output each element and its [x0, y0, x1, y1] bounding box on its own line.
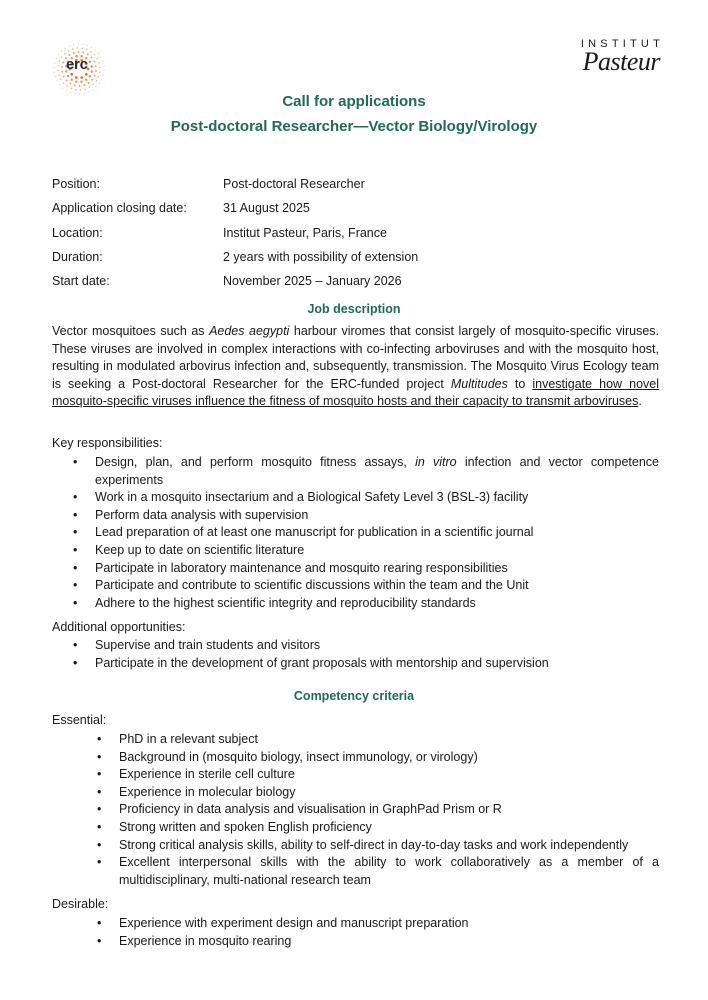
- erc-logo-dot: [63, 76, 65, 78]
- erc-logo-dot: [85, 73, 88, 76]
- erc-logo-dot: [103, 65, 104, 66]
- info-key: Start date:: [52, 274, 110, 289]
- essential-label: Essential:: [52, 713, 107, 727]
- erc-logo-dot: [82, 44, 83, 45]
- erc-logo-dot: [71, 88, 73, 90]
- erc-logo-dot: [75, 76, 78, 79]
- erc-logo-dot: [95, 65, 97, 67]
- list-item: • Lead preparation of at least one manuscript for publication in a scientific journal: [95, 524, 659, 542]
- pasteur-logo-top: INSTITUT: [580, 38, 664, 50]
- info-key: Duration:: [52, 250, 103, 265]
- erc-logo-dot: [99, 67, 101, 69]
- erc-logo-dot: [60, 79, 62, 81]
- erc-logo-dot: [78, 85, 80, 87]
- erc-logo-dot: [56, 58, 57, 59]
- erc-logo-dot: [78, 43, 79, 44]
- list-item: • Participate in laboratory maintenance and mosquito rearing responsibilities: [95, 560, 659, 578]
- erc-logo-dot: [83, 84, 85, 86]
- erc-logo-dot: [91, 65, 93, 67]
- erc-logo-dot: [89, 86, 91, 88]
- erc-logo-dot: [69, 83, 71, 85]
- list-item: • Strong critical analysis skills, ability to self-direct in day-to-day tasks and work independently: [119, 837, 659, 855]
- erc-logo-dot: [61, 66, 63, 68]
- erc-logo-dot: [91, 79, 93, 81]
- erc-logo-dot: [68, 50, 70, 52]
- erc-logo-dot: [91, 47, 92, 48]
- erc-logo-dot: [54, 71, 55, 72]
- erc-logo-dot: [69, 45, 70, 46]
- erc-logo-dot: [85, 79, 87, 81]
- job-description-title: Job description: [307, 302, 401, 316]
- erc-logo-dot: [75, 89, 77, 91]
- list-item: • Experience with experiment design and manuscript preparation: [119, 915, 659, 933]
- text-run: Vector mosquitoes such as: [52, 324, 210, 338]
- erc-logo-dot: [63, 82, 65, 84]
- erc-logo-dot: [57, 70, 59, 72]
- list-item: • Participate in the development of grant proposals with mentorship and supervision: [95, 655, 659, 673]
- erc-logo-dot: [80, 76, 83, 79]
- erc-logo-dot: [73, 44, 74, 45]
- list-item: • PhD in a relevant subject: [119, 731, 659, 749]
- list-item: • Experience in mosquito rearing: [119, 933, 659, 951]
- essential-list: [119, 731, 659, 889]
- text-run: harbour viromes that consist largely of mosquito-specific viruses. These viruses are involved in complex interactions with co-infecting arboviruses and with the mosquito host, resulting in modulated arbovirus infection and, subsequently, transmission. The Mosquito Virus Ecology team is seeking a Post-doctoral Researcher for the ERC-funded project: [52, 324, 659, 391]
- info-row: [52, 172, 418, 196]
- erc-logo-dot: [91, 57, 93, 59]
- list-item: • Strong written and spoken English proficiency: [119, 819, 659, 837]
- info-value: 31 August 2025: [223, 201, 310, 216]
- erc-logo-dot: [103, 74, 104, 75]
- position-info-table: [52, 172, 418, 293]
- erc-logo-dot: [67, 75, 69, 77]
- page-title: Call for applications: [282, 93, 426, 110]
- desirable-list: [119, 915, 659, 950]
- institut-pasteur-logo: [560, 38, 664, 76]
- list-item: • Participate and contribute to scientific discussions within the team and the Unit: [95, 577, 659, 595]
- erc-logo-dot: [87, 45, 88, 46]
- erc-logo-dot: [89, 61, 91, 63]
- list-item: • Perform data analysis with supervision: [95, 507, 659, 525]
- erc-logo-dot: [93, 61, 95, 63]
- info-value: November 2025 – January 2026: [223, 274, 402, 289]
- list-item: [95, 454, 659, 489]
- responsibilities-label: Key responsibilities:: [52, 436, 163, 450]
- info-value: Institut Pasteur, Paris, France: [223, 225, 387, 240]
- text-run: .: [638, 394, 642, 408]
- pasteur-logo-name: Pasteur: [582, 47, 660, 76]
- erc-logo-dot: [53, 67, 54, 68]
- erc-logo-dot: [103, 70, 104, 71]
- erc-logo-dot: [102, 61, 103, 62]
- erc-logo-dot: [61, 50, 62, 51]
- page-subtitle: Post-doctoral Researcher—Vector Biology/Virology: [170, 118, 538, 135]
- text-run: to: [507, 376, 533, 391]
- erc-logo-dot: [84, 88, 86, 90]
- erc-logo-dot: [74, 84, 76, 86]
- info-key: Position:: [52, 177, 100, 192]
- erc-logo-dot: [88, 82, 90, 84]
- erc-logo-dot: [91, 70, 93, 72]
- opportunities-list: [95, 637, 659, 672]
- erc-logo-dot: [80, 89, 82, 91]
- text-run: infection and vector competence experiments: [95, 455, 659, 487]
- responsibilities-list: [95, 454, 659, 612]
- erc-logo-dot: [70, 73, 73, 76]
- list-item: • Adhere to the highest scientific integrity and reproducibility standards: [95, 595, 659, 613]
- erc-logo-dot: [98, 76, 100, 78]
- erc-logo-dot: [100, 57, 101, 58]
- erc-logo-dot: [56, 80, 57, 81]
- erc-logo-dot: [64, 53, 66, 55]
- list-item: • Work in a mosquito insectarium and a Biological Safety Level 3 (BSL-3) facility: [95, 489, 659, 507]
- erc-logo-dot: [58, 74, 60, 76]
- info-key: Location:: [52, 225, 103, 240]
- erc-logo-dot: [72, 48, 74, 50]
- info-row: [52, 245, 418, 269]
- competency-criteria-title: Competency criteria: [293, 689, 415, 703]
- info-key: Application closing date:: [52, 201, 187, 216]
- erc-logo-dot: [96, 80, 98, 82]
- erc-logo-dot: [90, 51, 92, 53]
- erc-logo-dot: [61, 56, 63, 58]
- species-name: Aedes aegypti: [209, 324, 290, 338]
- erc-logo-dot: [92, 89, 93, 90]
- erc-logo-dot: [55, 76, 56, 77]
- erc-logo-dot: [98, 53, 99, 54]
- erc-logo-dot: [96, 58, 98, 60]
- erc-logo-dot: [86, 49, 88, 51]
- info-row: [52, 221, 418, 245]
- list-item: • Proficiency in data analysis and visualisation in GraphPad Prism or R: [119, 801, 659, 819]
- erc-logo-dot: [75, 81, 77, 83]
- erc-logo-dot: [57, 65, 59, 67]
- erc-logo-dot: [95, 70, 97, 72]
- erc-logo-dot: [62, 87, 63, 88]
- erc-logo-text: erc: [66, 56, 88, 73]
- list-item: • Keep up to date on scientific literature: [95, 542, 659, 560]
- erc-logo-dot: [99, 83, 100, 84]
- erc-logo-dot: [71, 79, 73, 81]
- opportunities-label: Additional opportunities:: [52, 620, 186, 634]
- erc-logo-dot: [66, 86, 68, 88]
- erc-logo-dot: [66, 90, 67, 91]
- list-item: • Experience in sterile cell culture: [119, 766, 659, 784]
- desirable-label: Desirable:: [52, 897, 109, 911]
- erc-logo-dot: [94, 75, 96, 77]
- erc-logo-dot: [80, 81, 82, 83]
- erc-logo-dot: [81, 47, 83, 49]
- underlined-goal: investigate how novel mosquito-specific viruses influence the fitness of mosquito hosts and their capacity to transmit arboviruses: [52, 376, 659, 408]
- erc-logo-dot: [73, 52, 75, 54]
- list-item: • Supervise and train students and visitors: [95, 637, 659, 655]
- list-item: • Experience in molecular biology: [119, 784, 659, 802]
- info-value: Post-doctoral Researcher: [223, 177, 365, 192]
- erc-logo-dot: [78, 51, 80, 53]
- erc-logo-dot: [54, 62, 55, 63]
- erc-logo-dot: [96, 86, 97, 87]
- erc-logo-dot: [65, 48, 66, 49]
- erc-logo-dot: [59, 61, 61, 63]
- erc-logo-dot: [82, 52, 84, 54]
- info-row: [52, 196, 418, 220]
- erc-logo-dot: [95, 49, 96, 50]
- erc-logo-dot: [94, 54, 96, 56]
- erc-logo-dot: [92, 84, 94, 86]
- list-item: • Background in (mosquito biology, insect immunology, or virology): [119, 749, 659, 767]
- italic-term: in vitro: [415, 455, 457, 469]
- erc-logo-dot: [65, 79, 67, 81]
- erc-logo-dot: [59, 84, 60, 85]
- erc-logo-dot: [89, 75, 91, 77]
- erc-logo-dot: [62, 61, 64, 63]
- erc-logo-dot: [101, 79, 102, 80]
- info-value: 2 years with possibility of extension: [223, 250, 419, 265]
- list-item: • Excellent interpersonal skills with the ability to work collaboratively as a member of a multidisciplinary, multi-national research team: [119, 854, 659, 889]
- job-description-paragraph: [52, 323, 659, 411]
- project-name: Multitudes: [450, 376, 508, 391]
- text-run: Design, plan, and perform mosquito fitness assays,: [95, 455, 416, 469]
- erc-logo-dot: [61, 71, 63, 73]
- erc-logo-dot: [99, 71, 101, 73]
- erc-logo-dot: [98, 62, 100, 64]
- erc-logo-dot: [77, 47, 79, 49]
- info-row: [52, 269, 418, 293]
- erc-logo-dot: [58, 54, 59, 55]
